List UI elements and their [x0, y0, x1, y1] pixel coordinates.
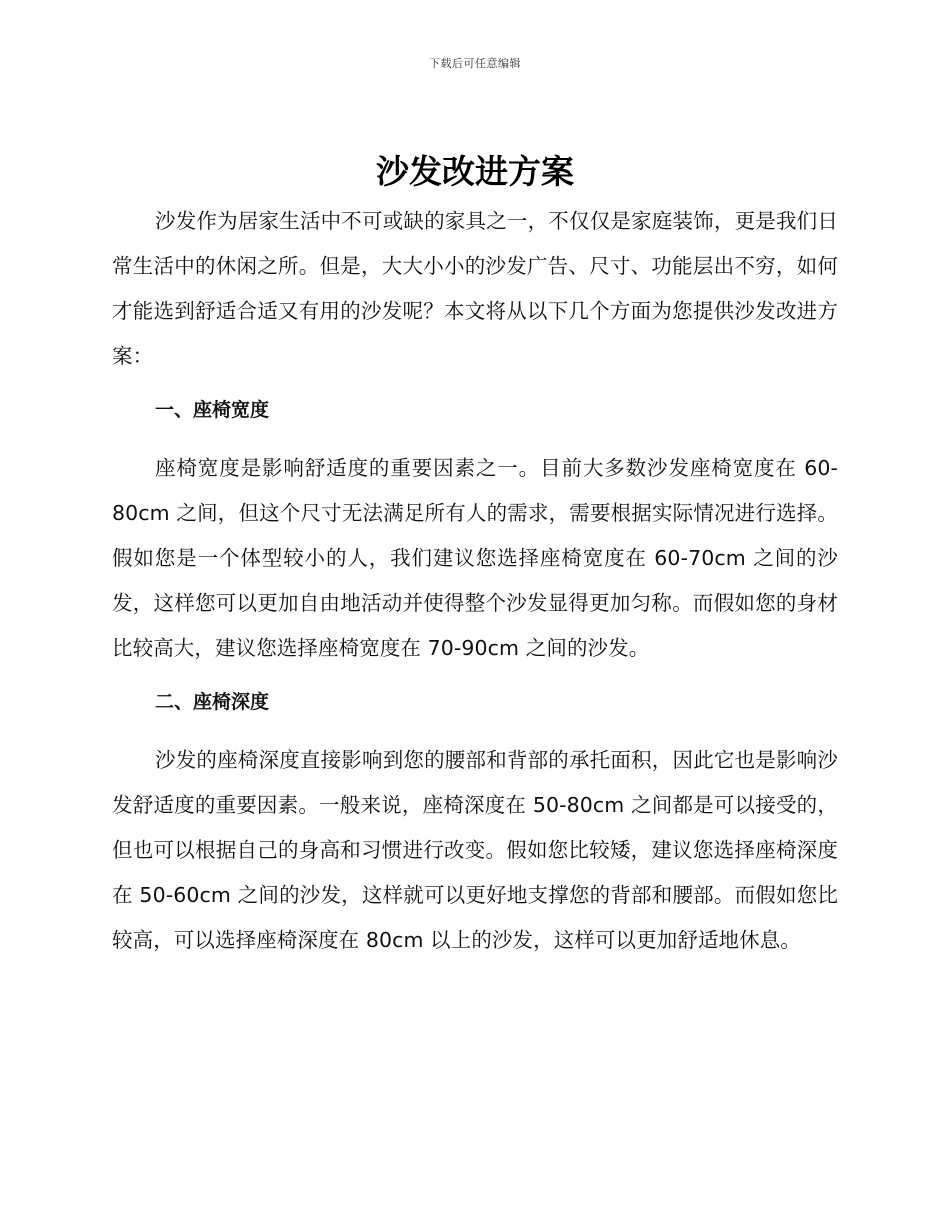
document-body — [112, 199, 838, 963]
intro-paragraph: 沙发作为居家生活中不可或缺的家具之一，不仅仅是家庭装饰，更是我们日常生活中的休闲之所。但是，大大小小的沙发广告、尺寸、功能层出不穷，如何才能选到舒适合适又有用的沙发呢？本文将从以下几个方面为您提供沙发改进方案： — [112, 209, 838, 368]
section-heading-seat-width: 一、座椅宽度 — [155, 399, 270, 421]
section-body-seat-depth: 沙发的座椅深度直接影响到您的腰部和背部的承托面积，因此它也是影响沙发舒适度的重要因素。一般来说，座椅深度在 50-80cm 之间都是可以接受的，但也可以根据自己的身高和习惯进行改变。假如您比较矮，建议您选择座椅深度在 50-60cm 之间的沙发，这样就可以更好地支撑您的背部和腰部。而假如您比较高，可以选择座椅深度在 80cm 以上的沙发，这样可以更加舒适地休息。 — [112, 748, 838, 952]
header-note: 下载后可任意编辑 — [429, 57, 521, 70]
section-heading-seat-depth: 二、座椅深度 — [155, 691, 270, 713]
section-body-seat-width: 座椅宽度是影响舒适度的重要因素之一。目前大多数沙发座椅宽度在 60-80cm 之间，但这个尺寸无法满足所有人的需求，需要根据实际情况进行选择。假如您是一个体型较小的人，我们建议您选择座椅宽度在 60-70cm 之间的沙发，这样您可以更加自由地活动并使得整个沙发显得更加匀称。而假如您的身材比较高大，建议您选择座椅宽度在 70-90cm 之间的沙发。 — [112, 456, 838, 660]
document-title: 沙发改进方案 — [376, 152, 574, 191]
